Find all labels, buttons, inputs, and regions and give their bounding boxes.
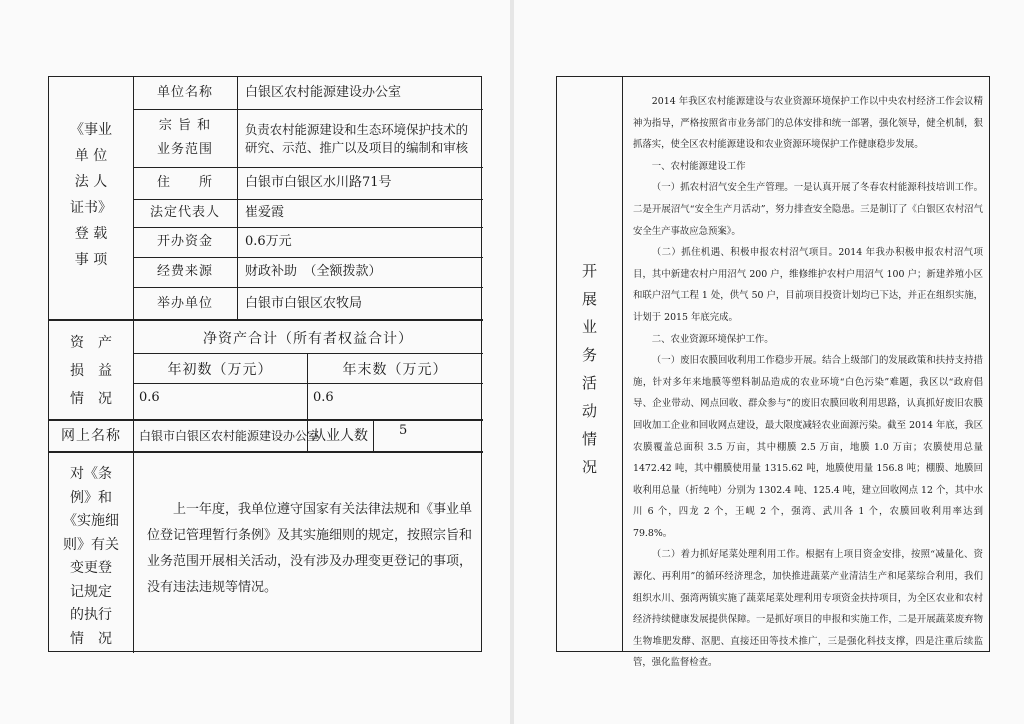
- funding-label: 经费来源: [156, 264, 213, 279]
- section-label: 《事业 单 位 法 人 证书》 登 载 事 项: [70, 122, 112, 268]
- activity-paragraph: 2014 年我区农村能源建设与农业资源环境保护工作以中央农村经济工作会议精神为指导，严格按照省市业务部门的总体安排和统一部署，强化领导，健全机制，狠抓落实，使全区农村能源建设和农业资源环境保护工作健康稳步发展。: [633, 96, 983, 151]
- activity-label: 开 展 业 务 活 动 情 况: [581, 262, 597, 476]
- purpose-value-1: 负责农村能源建设和生态环境保护技术的: [245, 122, 469, 137]
- activity-paragraph: （二）着力抓好尾菜处理利用工作。根据有上项目资金安排，按照“减量化、资源化、再利用”的循环经济理念，加快推进蔬菜产业清洁生产和尾菜综合利用，我们组织水川、强湾两镇实施了蔬菜尾菜处理利用专项资金扶持项目，为全区农业和农村经济持续健康发展提供保障。一是抓好项目的申报和实施工作，二是开展蔬菜废弃物生物堆肥发酵、沤肥、直接还田等技术推广，三是强化科技支撑，四是注重后续监管，强化监督检查。: [633, 549, 983, 669]
- staff-count-label: 从业人数: [312, 428, 368, 444]
- begin-year-header: 年初数（万元）: [167, 362, 273, 378]
- web-name-value: 白银市白银区农村能源建设办公室: [139, 429, 320, 443]
- sponsor-label: 举办单位: [156, 296, 213, 311]
- legal-rep-label: 法定代表人: [149, 205, 220, 220]
- funding-value: 财政补助 （全额拨款）: [245, 264, 382, 279]
- staff-count-value: 5: [399, 423, 408, 438]
- right-page: [514, 0, 1024, 724]
- unit-name-label: 单位名称: [156, 85, 213, 100]
- end-year-header: 年末数（万元）: [342, 362, 448, 378]
- registration-table: [48, 76, 482, 652]
- address-label: 住 所: [156, 175, 213, 190]
- capital-value: 0.6万元: [245, 234, 292, 249]
- end-year-value: 0.6: [313, 390, 334, 405]
- web-name-label: 网上名称: [61, 428, 121, 444]
- address-value: 白银市白银区水川路71号: [245, 175, 392, 190]
- unit-name-value: 白银区农村能源建设办公室: [245, 85, 402, 100]
- activity-body: [633, 91, 983, 674]
- activity-paragraph: （一）抓农村沼气安全生产管理。一是认真开展了冬春农村能源科技培训工作。二是开展沼气“安全生产月活动”，努力排查安全隐患。三是制订了《白银区农村沼气安全生产事故应急预案》。: [633, 182, 983, 237]
- left-page: [0, 0, 510, 724]
- net-assets-header: 净资产合计（所有者权益合计）: [203, 331, 413, 347]
- begin-year-value: 0.6: [139, 390, 160, 405]
- assets-label: 资 产 损 益 情 况: [70, 335, 112, 407]
- purpose-value-2: 研究、示范、推广以及项目的编制和审核: [245, 140, 469, 155]
- activity-paragraph: （一）废旧农膜回收利用工作稳步开展。结合上级部门的发展政策和扶持支持措施，针对多年来地膜等塑料制品造成的农业环境“白色污染”难题，我区以“政府倡导、企业带动、网点回收、群众参与”的废旧农膜回收利用思路，认真抓好废旧农膜回收加工企业和回收网点建设，最大限度减轻农业面源污染。截至 2014 年底，我区农膜覆盖总面积 3.5 万亩，其中棚膜 2.5 万亩，地膜 1.0 万亩；农膜使用总量 1472.42 吨，其中棚膜使用量 1315.62 吨，地膜使用量 156.8 吨；棚膜、地膜回收利用总量（折纯吨）分别为 1302.4 吨、125.4 吨，建立回收网点 12 个，其中水川 6 个，四龙 2 个，王岘 2 个，强湾、武川各 1 个，农膜回收利用率达到 79.8%。: [633, 355, 983, 539]
- legal-rep-value: 崔爱霞: [245, 205, 285, 220]
- capital-label: 开办资金: [156, 234, 213, 249]
- compliance-text: 上一年度，我单位遵守国家有关法律法规和《事业单位登记管理暂行条例》及其实施细则的规定，按照宗旨和业务范围开展相关活动，没有涉及办理变更登记的事项，没有违法违规等情况。: [147, 502, 473, 595]
- activity-paragraph: 二、农业资源环境保护工作。: [651, 333, 774, 345]
- activity-paragraph: 一、农村能源建设工作: [651, 160, 746, 172]
- compliance-label: 对《条 例》和 《实施细 则》有关 变更登 记规定 的执行 情 况: [63, 466, 119, 647]
- purpose-label-1: 宗 旨 和: [158, 118, 212, 133]
- activity-table: [556, 76, 990, 669]
- purpose-label-2: 业务范围: [156, 142, 213, 157]
- activity-paragraph: （二）抓住机遇、积极申报农村沼气项目。2014 年我办积极申报农村沼气项目，其中新建农村户用沼气 200 户，维修维护农村户用沼气 100 户；新建养殖小区和联户沼气工程 1 处，供气 50 户，目前项目投资计划均已下达，并正在组织实施，计划于 2015 年底完成。: [633, 247, 983, 323]
- sponsor-value: 白银市白银区农牧局: [245, 296, 363, 311]
